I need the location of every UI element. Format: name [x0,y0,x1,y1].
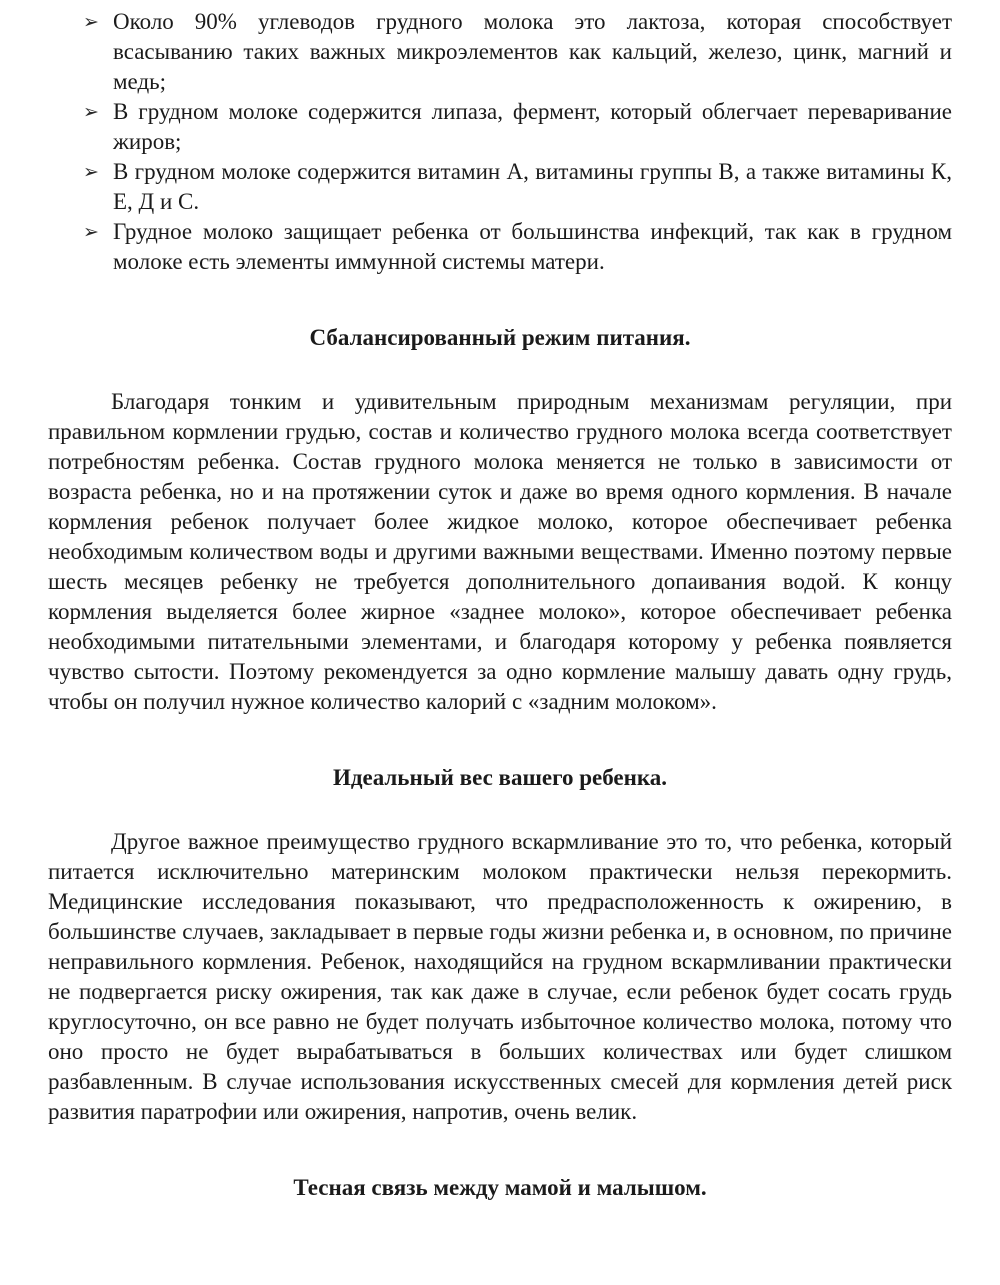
arrow-bullet-icon: ➢ [83,101,99,123]
bullet-text: В грудном молоке содержится липаза, фермент, который облегчает переваривание жиров; [113,99,952,154]
list-item [83,217,952,277]
bullet-list [48,7,952,277]
bullet-text: Около 90% углеводов грудного молока это лактоза, которая способствует всасыванию таких важных микроэлементов как кальций, железо, цинк, магний и медь; [113,9,952,94]
arrow-bullet-icon: ➢ [83,11,99,33]
list-item [83,97,952,157]
arrow-bullet-icon: ➢ [83,221,99,243]
arrow-bullet-icon: ➢ [83,161,99,183]
section-heading-bond: Тесная связь между мамой и малышом. [293,1175,707,1200]
list-item [83,7,952,97]
paragraph-balanced-diet: Благодаря тонким и удивительным природным механизмам регуляции, при правильном кормлении грудью, состав и количество грудного молока всегда соответствует потребностям ребенка. Состав грудного молока меняется не только в зависимости от возраста ребенка, но и на протяжении суток и даже во время одного кормления. В начале кормления ребенок получает более жидкое молоко, которое обеспечивает ребенка необходимым количеством воды и другими важными веществами. Именно поэтому первые шесть месяцев ребенку не требуется дополнительного допаивания водой. К концу кормления выделяется более жирное «заднее молоко», которое обеспечивает ребенка необходимыми питательными элементами, и благодаря которому у ребенка появляется чувство сытости. Поэтому рекомендуется за одно кормление малышу давать одну грудь, чтобы он получил нужное количество калорий с «задним молоком». [48,389,952,714]
list-item [83,157,952,217]
bullet-text: В грудном молоке содержится витамин А, витамины группы В, а также витамины К, Е, Д и С. [113,159,952,214]
paragraph-ideal-weight: Другое важное преимущество грудного вскармливание это то, что ребенка, который питается исключительно материнским молоком практически нельзя перекормить. Медицинские исследования показывают, что предрасположенность к ожирению, в большинстве случаев, закладывает в первые годы жизни ребенка и, в основном, по причине неправильного кормления. Ребенок, находящийся на грудном вскармливании практически не подвергается риску ожирения, так как даже в случае, если ребенок будет сосать грудь круглосуточно, он все равно не будет получать избыточное количество молока, потому что оно просто не будет вырабатываться в больших количествах или будет слишком разбавленным. В случае использования искусственных смесей для кормления детей риск развития паратрофии или ожирения, напротив, очень велик. [48,829,952,1124]
bullet-text: Грудное молоко защищает ребенка от большинства инфекций, так как в грудном молоке есть элементы иммунной системы матери. [113,219,952,274]
section-heading-ideal-weight: Идеальный вес вашего ребенка. [332,765,668,790]
section-heading-balanced-diet: Сбалансированный режим питания. [309,325,691,350]
